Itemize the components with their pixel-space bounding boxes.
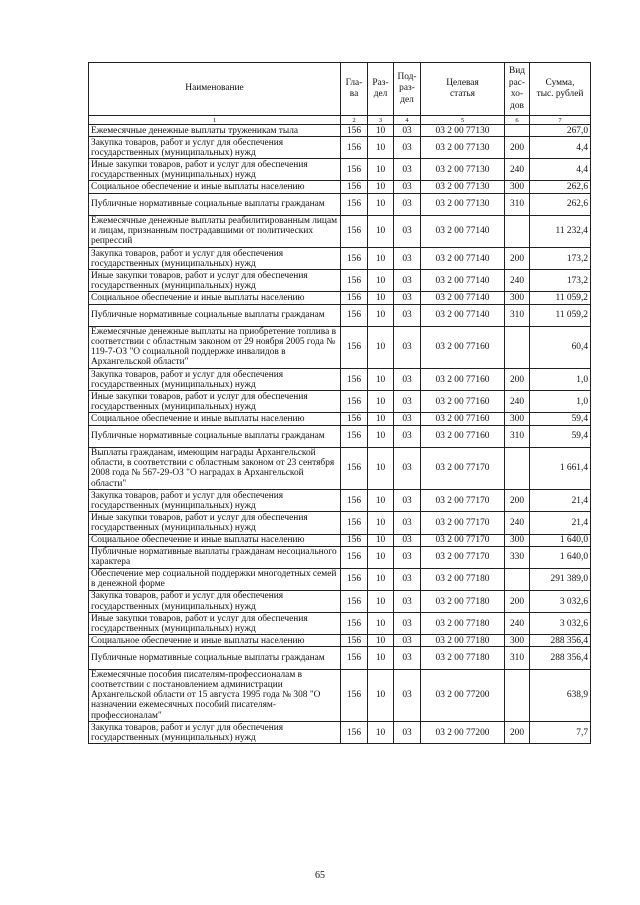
row-expense-type: 300 — [505, 635, 530, 647]
table-row — [89, 391, 591, 413]
row-name: Закупка товаров, работ и услуг для обеспечения государственных (муниципальных) нужд — [89, 248, 341, 270]
table-row — [89, 215, 591, 247]
row-expense-type: 240 — [505, 159, 530, 181]
row-subsection: 03 — [394, 181, 421, 193]
row-chapter: 156 — [341, 125, 368, 137]
row-subsection: 03 — [394, 647, 421, 669]
table-row — [89, 590, 591, 612]
row-expense-type — [505, 215, 530, 247]
row-chapter: 156 — [341, 270, 368, 292]
row-section: 10 — [368, 292, 394, 304]
row-section: 10 — [368, 546, 394, 568]
row-target-article: 03 2 00 77200 — [421, 669, 505, 722]
row-section: 10 — [368, 159, 394, 181]
row-target-article: 03 2 00 77180 — [421, 613, 505, 635]
row-subsection: 03 — [394, 215, 421, 247]
row-name: Социальное обеспечение и иные выплаты населению — [89, 181, 341, 193]
row-subsection: 03 — [394, 669, 421, 722]
column-number: 2 — [341, 116, 368, 125]
row-sum: 262,6 — [530, 193, 591, 215]
row-expense-type: 240 — [505, 512, 530, 534]
row-chapter: 156 — [341, 193, 368, 215]
row-expense-type: 200 — [505, 490, 530, 512]
row-chapter: 156 — [341, 490, 368, 512]
row-sum: 59,4 — [530, 413, 591, 425]
row-chapter: 156 — [341, 546, 368, 568]
row-expense-type: 310 — [505, 304, 530, 326]
row-chapter: 156 — [341, 635, 368, 647]
row-sum: 4,4 — [530, 159, 591, 181]
row-chapter: 156 — [341, 413, 368, 425]
table-row — [89, 326, 591, 368]
table-header-row — [89, 63, 591, 116]
row-section: 10 — [368, 248, 394, 270]
row-name: Иные закупки товаров, работ и услуг для обеспечения государственных (муниципальных) нужд — [89, 391, 341, 413]
row-section: 10 — [368, 215, 394, 247]
row-expense-type: 310 — [505, 647, 530, 669]
row-name: Иные закупки товаров, работ и услуг для обеспечения государственных (муниципальных) нужд — [89, 512, 341, 534]
row-section: 10 — [368, 512, 394, 534]
row-name: Выплаты гражданам, имеющим награды Архангельской области, в соответствии с областным законом от 23 сентября 2008 года № 567-29-ОЗ "О наградах в Архангельской области" — [89, 447, 341, 489]
row-subsection: 03 — [394, 391, 421, 413]
row-section: 10 — [368, 635, 394, 647]
row-expense-type: 240 — [505, 391, 530, 413]
row-chapter: 156 — [341, 292, 368, 304]
column-number-row — [89, 116, 591, 125]
row-target-article: 03 2 00 77170 — [421, 512, 505, 534]
row-target-article: 03 2 00 77180 — [421, 635, 505, 647]
row-chapter: 156 — [341, 590, 368, 612]
table-row — [89, 669, 591, 722]
row-subsection: 03 — [394, 635, 421, 647]
row-section: 10 — [368, 722, 394, 744]
row-subsection: 03 — [394, 248, 421, 270]
row-section: 10 — [368, 568, 394, 590]
row-section: 10 — [368, 447, 394, 489]
row-chapter: 156 — [341, 248, 368, 270]
row-chapter: 156 — [341, 613, 368, 635]
row-target-article: 03 2 00 77200 — [421, 722, 505, 744]
row-subsection: 03 — [394, 546, 421, 568]
column-number: 5 — [421, 116, 505, 125]
row-sum: 1 640,0 — [530, 534, 591, 546]
table-row — [89, 490, 591, 512]
row-name: Обеспечение мер социальной поддержки многодетных семей в денежной форме — [89, 568, 341, 590]
row-section: 10 — [368, 613, 394, 635]
row-target-article: 03 2 00 77140 — [421, 215, 505, 247]
row-target-article: 03 2 00 77140 — [421, 292, 505, 304]
row-name: Закупка товаров, работ и услуг для обеспечения государственных (муниципальных) нужд — [89, 590, 341, 612]
row-name: Закупка товаров, работ и услуг для обеспечения государственных (муниципальных) нужд — [89, 369, 341, 391]
row-subsection: 03 — [394, 722, 421, 744]
row-name: Публичные нормативные социальные выплаты гражданам — [89, 304, 341, 326]
row-subsection: 03 — [394, 490, 421, 512]
row-expense-type: 200 — [505, 137, 530, 159]
row-sum: 3 032,6 — [530, 590, 591, 612]
header-expense-type: Вид рас- хо- дов — [505, 63, 530, 116]
row-name: Социальное обеспечение и иные выплаты населению — [89, 413, 341, 425]
row-section: 10 — [368, 304, 394, 326]
table-row — [89, 413, 591, 425]
row-name: Закупка товаров, работ и услуг для обеспечения государственных (муниципальных) нужд — [89, 137, 341, 159]
row-chapter: 156 — [341, 304, 368, 326]
row-subsection: 03 — [394, 512, 421, 534]
row-sum: 4,4 — [530, 137, 591, 159]
row-section: 10 — [368, 413, 394, 425]
row-subsection: 03 — [394, 304, 421, 326]
table-row — [89, 568, 591, 590]
row-subsection: 03 — [394, 413, 421, 425]
column-number: 3 — [368, 116, 394, 125]
table-row — [89, 270, 591, 292]
table-row — [89, 546, 591, 568]
page-number: 65 — [315, 870, 325, 881]
row-section: 10 — [368, 669, 394, 722]
row-expense-type — [505, 125, 530, 137]
table-row — [89, 425, 591, 447]
row-chapter: 156 — [341, 391, 368, 413]
row-sum: 288 356,4 — [530, 635, 591, 647]
row-sum: 288 356,4 — [530, 647, 591, 669]
row-subsection: 03 — [394, 425, 421, 447]
row-chapter: 156 — [341, 647, 368, 669]
row-expense-type: 310 — [505, 425, 530, 447]
row-name: Ежемесячные денежные выплаты реабилитированным лицам и лицам, признанным пострадавшими от политических репрессий — [89, 215, 341, 247]
row-subsection: 03 — [394, 125, 421, 137]
table-row — [89, 304, 591, 326]
row-expense-type: 200 — [505, 369, 530, 391]
row-section: 10 — [368, 181, 394, 193]
row-expense-type: 240 — [505, 613, 530, 635]
column-number: 6 — [505, 116, 530, 125]
row-target-article: 03 2 00 77170 — [421, 447, 505, 489]
row-sum: 267,0 — [530, 125, 591, 137]
row-chapter: 156 — [341, 137, 368, 159]
table-row — [89, 248, 591, 270]
header-subsection: Под- раз- дел — [394, 63, 421, 116]
row-section: 10 — [368, 326, 394, 368]
row-expense-type: 200 — [505, 248, 530, 270]
row-target-article: 03 2 00 77130 — [421, 181, 505, 193]
row-name: Иные закупки товаров, работ и услуг для обеспечения государственных (муниципальных) нужд — [89, 159, 341, 181]
row-name: Публичные нормативные социальные выплаты гражданам — [89, 193, 341, 215]
row-sum: 7,7 — [530, 722, 591, 744]
row-sum: 11 059,2 — [530, 304, 591, 326]
row-sum: 21,4 — [530, 490, 591, 512]
table-row — [89, 613, 591, 635]
row-expense-type: 330 — [505, 546, 530, 568]
table-row — [89, 181, 591, 193]
row-expense-type: 240 — [505, 270, 530, 292]
row-expense-type: 300 — [505, 292, 530, 304]
row-section: 10 — [368, 193, 394, 215]
row-sum: 638,9 — [530, 669, 591, 722]
row-subsection: 03 — [394, 326, 421, 368]
row-sum: 60,4 — [530, 326, 591, 368]
row-subsection: 03 — [394, 447, 421, 489]
row-subsection: 03 — [394, 159, 421, 181]
header-target-article: Целевая статья — [421, 63, 505, 116]
row-name: Ежемесячные пособия писателям-профессионалам в соответствии с постановлением администрации Архангельской области от 15 августа 1995 года № 308 "О назначении ежемесячных пособий писателям-профессионалам" — [89, 669, 341, 722]
row-target-article: 03 2 00 77140 — [421, 270, 505, 292]
row-target-article: 03 2 00 77160 — [421, 413, 505, 425]
row-sum: 59,4 — [530, 425, 591, 447]
row-name: Социальное обеспечение и иные выплаты населению — [89, 534, 341, 546]
row-target-article: 03 2 00 77160 — [421, 369, 505, 391]
table-row — [89, 193, 591, 215]
row-target-article: 03 2 00 77180 — [421, 647, 505, 669]
row-chapter: 156 — [341, 512, 368, 534]
row-expense-type: 300 — [505, 534, 530, 546]
row-target-article: 03 2 00 77180 — [421, 590, 505, 612]
row-sum: 173,2 — [530, 248, 591, 270]
row-chapter: 156 — [341, 425, 368, 447]
row-chapter: 156 — [341, 215, 368, 247]
row-section: 10 — [368, 137, 394, 159]
row-name: Публичные нормативные социальные выплаты гражданам — [89, 647, 341, 669]
row-sum: 11 059,2 — [530, 292, 591, 304]
row-section: 10 — [368, 425, 394, 447]
row-subsection: 03 — [394, 613, 421, 635]
table-row — [89, 647, 591, 669]
row-chapter: 156 — [341, 447, 368, 489]
row-name: Закупка товаров, работ и услуг для обеспечения государственных (муниципальных) нужд — [89, 722, 341, 744]
row-target-article: 03 2 00 77130 — [421, 137, 505, 159]
row-expense-type: 300 — [505, 413, 530, 425]
row-subsection: 03 — [394, 534, 421, 546]
row-sum: 1 661,4 — [530, 447, 591, 489]
row-target-article: 03 2 00 77160 — [421, 391, 505, 413]
row-subsection: 03 — [394, 590, 421, 612]
row-expense-type: 200 — [505, 590, 530, 612]
header-sum: Сумма, тыс. рублей — [530, 63, 591, 116]
row-sum: 262,6 — [530, 181, 591, 193]
table-row — [89, 512, 591, 534]
row-chapter: 156 — [341, 669, 368, 722]
row-name: Ежемесячные денежные выплаты на приобретение топлива в соответствии с областным законом от 29 ноября 2005 года № 119-7-ОЗ "О социальной поддержке инвалидов в Архангельской области" — [89, 326, 341, 368]
row-chapter: 156 — [341, 369, 368, 391]
row-expense-type: 310 — [505, 193, 530, 215]
row-chapter: 156 — [341, 568, 368, 590]
row-expense-type: 300 — [505, 181, 530, 193]
row-sum: 1,0 — [530, 369, 591, 391]
row-subsection: 03 — [394, 568, 421, 590]
column-number: 4 — [394, 116, 421, 125]
row-expense-type: 200 — [505, 722, 530, 744]
table-row — [89, 159, 591, 181]
table-row — [89, 635, 591, 647]
row-target-article: 03 2 00 77160 — [421, 326, 505, 368]
budget-table — [88, 62, 591, 744]
table-row — [89, 125, 591, 137]
row-subsection: 03 — [394, 270, 421, 292]
table-row — [89, 447, 591, 489]
row-section: 10 — [368, 369, 394, 391]
table-row — [89, 292, 591, 304]
row-target-article: 03 2 00 77170 — [421, 534, 505, 546]
row-name: Публичные нормативные социальные выплаты гражданам — [89, 425, 341, 447]
table-body — [89, 125, 591, 744]
row-section: 10 — [368, 270, 394, 292]
row-target-article: 03 2 00 77130 — [421, 193, 505, 215]
row-expense-type — [505, 447, 530, 489]
header-name: Наименование — [89, 63, 341, 116]
row-name: Социальное обеспечение и иные выплаты населению — [89, 292, 341, 304]
row-section: 10 — [368, 590, 394, 612]
table-row — [89, 534, 591, 546]
row-expense-type — [505, 326, 530, 368]
header-section: Раз- дел — [368, 63, 394, 116]
row-section: 10 — [368, 490, 394, 512]
table-row — [89, 137, 591, 159]
row-name: Социальное обеспечение и иные выплаты населению — [89, 635, 341, 647]
row-section: 10 — [368, 647, 394, 669]
row-target-article: 03 2 00 77160 — [421, 425, 505, 447]
row-target-article: 03 2 00 77180 — [421, 568, 505, 590]
row-section: 10 — [368, 391, 394, 413]
row-target-article: 03 2 00 77140 — [421, 248, 505, 270]
row-sum: 291 389,0 — [530, 568, 591, 590]
row-section: 10 — [368, 534, 394, 546]
row-subsection: 03 — [394, 369, 421, 391]
row-chapter: 156 — [341, 181, 368, 193]
row-name: Ежемесячные денежные выплаты труженикам тыла — [89, 125, 341, 137]
row-subsection: 03 — [394, 292, 421, 304]
row-chapter: 156 — [341, 326, 368, 368]
row-subsection: 03 — [394, 193, 421, 215]
row-subsection: 03 — [394, 137, 421, 159]
row-sum: 173,2 — [530, 270, 591, 292]
row-name: Иные закупки товаров, работ и услуг для обеспечения государственных (муниципальных) нужд — [89, 270, 341, 292]
row-name: Закупка товаров, работ и услуг для обеспечения государственных (муниципальных) нужд — [89, 490, 341, 512]
row-chapter: 156 — [341, 159, 368, 181]
table-row — [89, 369, 591, 391]
row-sum: 21,4 — [530, 512, 591, 534]
row-target-article: 03 2 00 77170 — [421, 490, 505, 512]
row-sum: 11 232,4 — [530, 215, 591, 247]
table-row — [89, 722, 591, 744]
row-target-article: 03 2 00 77130 — [421, 159, 505, 181]
row-name: Публичные нормативные выплаты гражданам несоциального характера — [89, 546, 341, 568]
row-chapter: 156 — [341, 534, 368, 546]
row-sum: 1 640,0 — [530, 546, 591, 568]
row-expense-type — [505, 669, 530, 722]
column-number: 1 — [89, 116, 341, 125]
row-target-article: 03 2 00 77170 — [421, 546, 505, 568]
row-sum: 3 032,6 — [530, 613, 591, 635]
column-number: 7 — [530, 116, 591, 125]
row-section: 10 — [368, 125, 394, 137]
row-expense-type — [505, 568, 530, 590]
header-chapter: Гла- ва — [341, 63, 368, 116]
row-name: Иные закупки товаров, работ и услуг для обеспечения государственных (муниципальных) нужд — [89, 613, 341, 635]
row-target-article: 03 2 00 77140 — [421, 304, 505, 326]
row-sum: 1,0 — [530, 391, 591, 413]
row-target-article: 03 2 00 77130 — [421, 125, 505, 137]
row-chapter: 156 — [341, 722, 368, 744]
